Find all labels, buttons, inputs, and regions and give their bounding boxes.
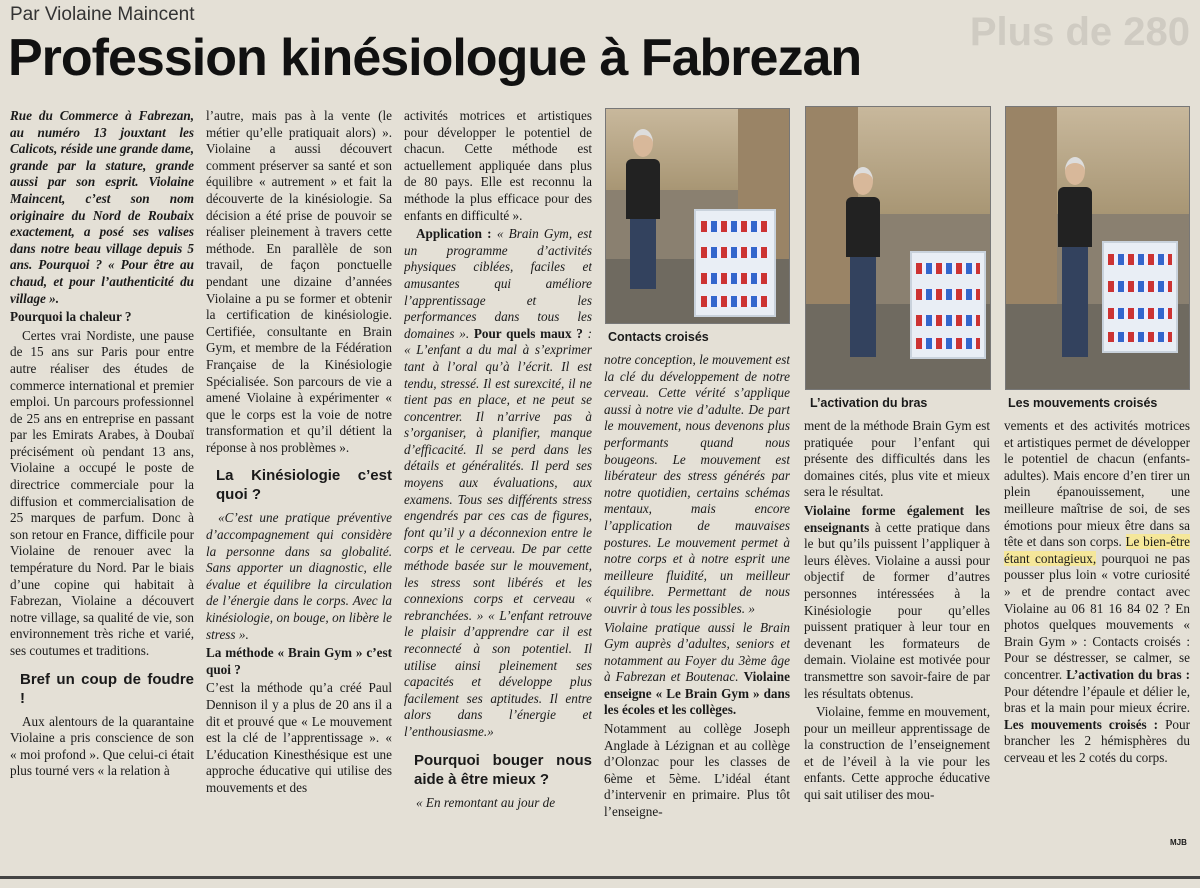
bold-label: Les mouvements croisés : bbox=[1004, 716, 1159, 732]
photo-caption: L’activation du bras bbox=[810, 396, 928, 410]
paragraph: Violaine, femme en mouvement, pour un meilleur apprentissage de la construction de l’enseignement et de l’éveil à la vie pour les enfants. Cette approche éducative qui sait utiliser des mou- bbox=[804, 704, 990, 803]
paragraph: C’est la méthode qu’a créé Paul Dennison il y a plus de 20 ans il a dit et prouvé que « Le mouvement est la clé de l’apprentissage ». « L’éducation Kinesthésique est une approche éducative qui utilise des mouvements et des bbox=[206, 680, 392, 795]
paragraph: Pour détendre l’épaule et délier le, bras et la main pour mieux écrire. bbox=[1004, 683, 1190, 716]
byline: Par Violaine Maincent bbox=[10, 4, 195, 25]
paragraph: activités motrices et artistiques pour développer le potentiel de chacun. Cette méthode est actuellement appliquée dans plus de 80 pays. Elle est reconnu la méthode la plus efficace pour des enfants en difficulté ». bbox=[404, 108, 592, 223]
ghost-text: Plus de 280 bbox=[969, 10, 1190, 54]
headline: Profession kinésiologue à Fabrezan bbox=[8, 29, 862, 87]
lead-paragraph: Rue du Commerce à Fabrezan, au numéro 13 jouxtant les Calicots, réside une grande dame, grande par la stature, grande aussi par son esprit. Violaine Maincent, c’est son nom originaire du Nord de Roubaix exactement, a posé ses valises dans notre beau village depuis 5 ans. Pourquoi ? « Pour être au chaud, et pour l’authenticité du village ». bbox=[10, 108, 194, 306]
paragraph: Notamment au collège Joseph Anglade à Lézignan et au collège d’Olonzac pour les classes de 6ème et 5ème. L’idéal étant d’intervenir en primaire. Plus tôt l’enseigne- bbox=[604, 721, 790, 820]
paragraph: Certes vrai Nordiste, une pause de 15 ans sur Paris pour entre autre réaliser des études de commerce international et premier emploi. Un parcours professionnel de 25 ans en entreprise en passant par les Emirats Arabes, à Doubaï précisément où pendant 13 ans, Violaine a occupé le poste de directrice commerciale pour la diffusion et commercialisation de 25 marques de parfum. Donc à son retour en France, difficile pour Violaine de renouer avec la température du Nord. Par le biais d’une copine qui habitait à Fabrezan, Violaine a découvert notre village, sa qualité de vie, son environnement très riche et varié, ses coutumes et traditions. bbox=[10, 327, 194, 658]
question-heading: Pour quels maux ? bbox=[473, 325, 583, 341]
paragraph: : « L’enfant a du mal à s’exprimer tant à l’oral qu’à l’écrit. Il est tendu, stressé. Il est surexcité, il ne tient pas en place, et ne peut se concentrer. Il n’arrive pas à s’organiser, à planifier, manque d’efficacité. Il se perd dans les détails et généralités. Il perd ses moyens aux évaluations, aux examens. Tous ses différents stress engendrés par ces cas de figures, font qu’il y a déconnexion entre le corps et le cerveau. De par cette méthode basée sur le mouvement, les stress sont libérés et les connexions corps et cerveau « rebranchées. » « L’enfant retrouve le plaisir d’apprendre car il est reconnecté à son potentiel. Il utilise ainsi pleinement ses capacités et développe plus facilement ses aptitudes. Il entre alors dans l’énergie et l’enthousiasme.» bbox=[404, 325, 592, 739]
photo-mouvements-croises bbox=[1005, 106, 1190, 390]
author-mark: MJB bbox=[1170, 838, 1187, 847]
paragraph: pourquoi ne pas pousser plus loin « votre curiosité » et de prendre contact avec Violaine au 06 81 16 84 02 ? En photos quelques mouvements « Brain Gym » : Contacts croisés : Pour se déstresser, se calmer, se concentrer. bbox=[1004, 550, 1190, 682]
highlighted-text: Le bien-être étant contagieux, bbox=[1004, 534, 1190, 566]
application-text: « Brain Gym, est un programme d’activités physiques ciblées, faciles et amusantes qui améliore l’apprentissage et les performances dans tous les domaines ». bbox=[404, 226, 592, 341]
subheading: Pourquoi bouger nous aide à être mieux ? bbox=[414, 751, 592, 788]
quote: «C’est une pratique préventive d’accompagnement qui considère la personne dans sa globalité. Sans apporter un diagnostic, elle évalue et équilibre la circulation de l’énergie dans le corps. Avec la kinésiologie, on bouge, on libère le stress ». bbox=[206, 510, 392, 642]
paragraph: vements et des activités motrices et artistiques permet de développer le potentiel de chacun (enfants-adultes). Mais encore d’en tirer un plein épanouissement, une meilleure maîtrise de soi, de ses émotions pour mieux être dans sa tête et dans son corps. bbox=[1004, 418, 1190, 550]
paragraph: « En remontant au jour de bbox=[416, 794, 556, 810]
column-1 bbox=[10, 108, 194, 868]
column-2 bbox=[206, 108, 392, 868]
paragraph: l’autre, mais pas à la vente (le métier qu’elle pratiquait alors) ». Violaine a aussi découvert comment préserver sa santé et son équilibre « autrement » et fait la découverte de la kinésiologie. Sa décision a été prise de pouvoir se réaliser pleinement à travers cette méthode. En parallèle de son travail, de façon ponctuelle pendant une dizaine d’années Violaine a pu se former et obtenir la certification de kinésiologie. Certifiée, consultante en Brain Gym, et membre de la Fédération Française de la Kinésiologie Spécialisée. Son parcours de vie a amené Violaine à expérimenter « que le corps est la voie de notre transformation et qu’il détient la réponse à nos problèmes ». bbox=[206, 108, 392, 455]
subheading: Bref un coup de foudre ! bbox=[20, 670, 194, 707]
paragraph: Aux alentours de la quarantaine Violaine a pris conscience de son « moi profond ». Que celui-ci était plus tourné vers « la relation à bbox=[10, 713, 194, 779]
column-6 bbox=[1004, 418, 1190, 868]
column-3 bbox=[404, 108, 592, 868]
bold-paragraph: Violaine forme également les enseignants bbox=[804, 502, 990, 535]
bold-label: L’activation du bras : bbox=[1066, 666, 1190, 682]
paragraph: ment de la méthode Brain Gym est pratiquée pour l’enfant qui présente des difficultés dans les domaines cités, plus vite et mieux sera le résultat. bbox=[804, 418, 990, 500]
column-4 bbox=[604, 352, 790, 868]
photo-caption: Contacts croisés bbox=[608, 330, 709, 344]
subheading: La Kinésiologie c’est quoi ? bbox=[216, 467, 392, 504]
question-heading: La méthode « Brain Gym » c’est quoi ? bbox=[206, 645, 392, 677]
photo-activation-bras bbox=[805, 106, 991, 390]
question-heading: Pourquoi la chaleur ? bbox=[10, 309, 132, 325]
paragraph: Violaine pratique aussi le Brain Gym auprès d’adultes, seniors et notamment au Foyer du 3ème âge à Fabrezan et Boutenac. bbox=[604, 619, 790, 685]
paragraph: notre conception, le mouvement est la clé du développement de notre cerveau. Cette vérité s’applique aussi à notre vie d’adulte. De part le mouvement, nous devenons plus performants quand nous bougeons. Le mouvement est libérateur des stress générés par notre quotidien, certains schémas mentaux, mais encore l’application de mauvaises postures. Le mouvement permet à notre corps et à notre esprit une meilleure fluidité, un meilleur équilibre. Permettant de nous ouvrir à tous les possibles. » bbox=[604, 352, 790, 616]
paragraph: Pour brancher les 2 hémisphères du cerveau et les 2 cotés du corps. bbox=[1004, 716, 1190, 765]
column-5 bbox=[804, 418, 990, 868]
footer-rule bbox=[0, 876, 1200, 879]
bold-paragraph: Violaine enseigne « Le Brain Gym » dans les écoles et les collèges. bbox=[604, 669, 790, 718]
paragraph: à cette pratique dans le but qu’ils puissent l’appliquer à leurs élèves. Violaine a aussi pour objectif de former d’autres personnes intéressées à la Kinésiologie pour qu’elles puissent pratiquer à leur tour en devenant les formateurs de demain. Violaine est motivée pour transmettre son savoir-faire de par les résultats obtenus. bbox=[804, 519, 990, 701]
photo-contacts-croises bbox=[605, 108, 790, 324]
photo-caption: Les mouvements croisés bbox=[1008, 396, 1158, 410]
label: Application : bbox=[416, 226, 492, 242]
